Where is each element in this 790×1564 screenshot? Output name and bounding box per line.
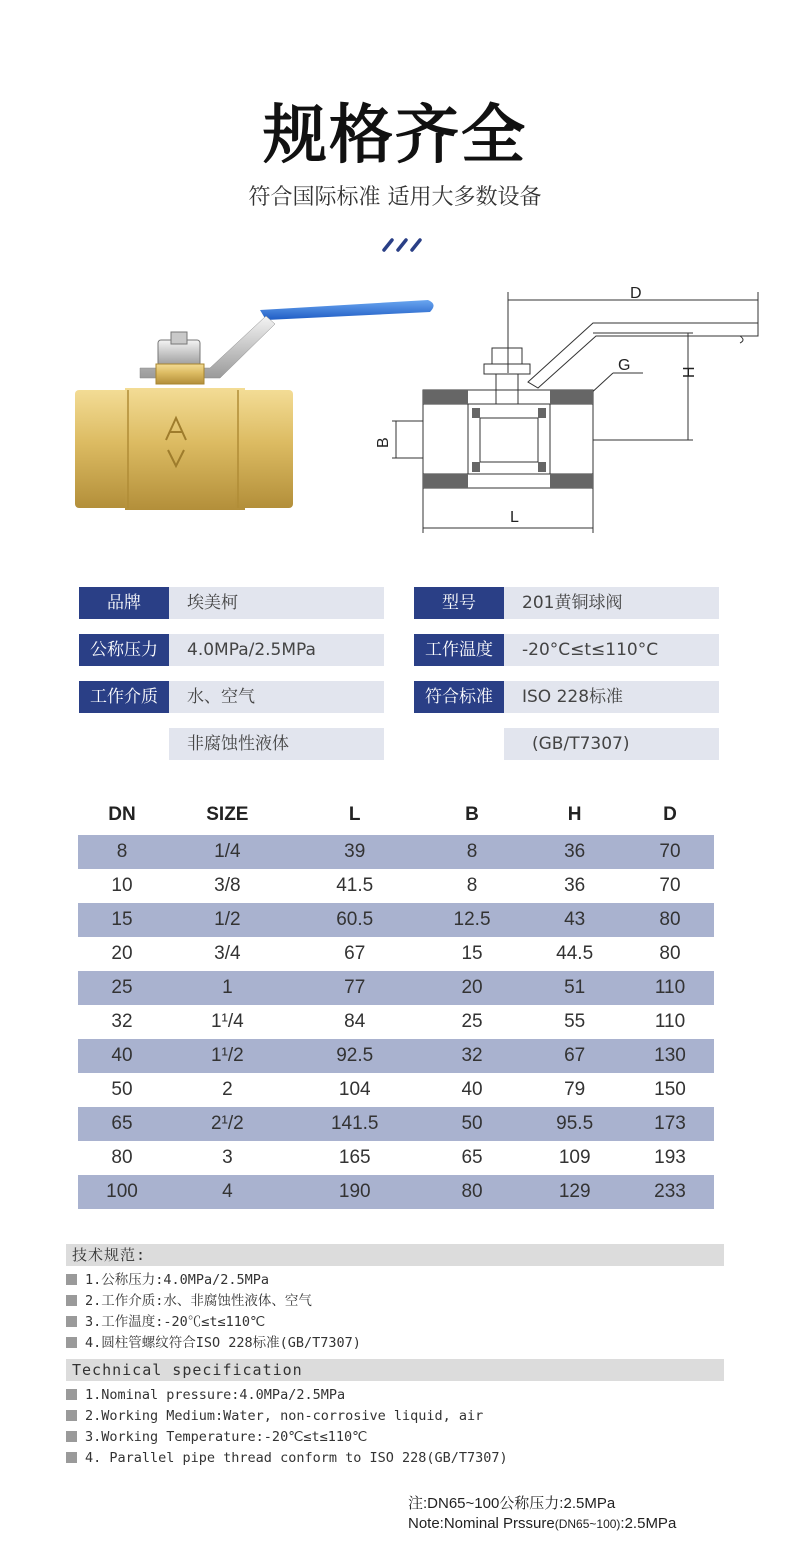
tech-spec-en-item	[66, 1448, 508, 1468]
table-cell: 8	[421, 835, 524, 869]
table-cell: 80	[626, 903, 714, 937]
spec-brand	[79, 587, 384, 619]
table-cell: 141.5	[289, 1107, 421, 1141]
table-cell: 80	[421, 1175, 524, 1209]
table-cell: 40	[461, 1079, 483, 1100]
column-header: D	[663, 804, 677, 825]
table-cell: 100	[78, 1175, 166, 1209]
note-en-range: (DN65~100)	[554, 1517, 621, 1531]
table-cell: 2¹/2	[166, 1107, 289, 1141]
tech-spec-cn-item	[66, 1270, 269, 1290]
spec-medium-value: 水、空气	[169, 681, 384, 713]
table-cell: 77	[289, 971, 421, 1005]
table-cell: 20	[421, 971, 524, 1005]
spec-temperature	[414, 634, 719, 666]
bullet-square-icon	[66, 1389, 77, 1400]
table-cell: 50	[111, 1079, 133, 1100]
dim-label-d: D	[630, 285, 642, 302]
tech-spec-en-text: 4. Parallel pipe thread conform to ISO 228(GB/T7307)	[85, 1450, 508, 1466]
table-row	[78, 1005, 714, 1039]
tech-spec-cn-item	[66, 1333, 361, 1353]
spec-model-label: 型号	[414, 587, 504, 619]
tech-spec-cn-item	[66, 1291, 312, 1311]
table-cell: 55	[564, 1011, 586, 1032]
table-cell: 104	[338, 1079, 371, 1100]
table-cell: 130	[626, 1039, 714, 1073]
table-row	[78, 835, 714, 869]
note-cn: 注:DN65~100公称压力:2.5MPa	[408, 1495, 616, 1512]
page-title: 规格齐全	[263, 99, 527, 173]
table-cell: 1¹/4	[210, 1011, 244, 1032]
bullet-square-icon	[66, 1410, 77, 1421]
table-cell: 25	[78, 971, 166, 1005]
table-cell: 80	[111, 1147, 133, 1168]
table-cell: 70	[659, 875, 681, 896]
table-cell: 65	[78, 1107, 166, 1141]
table-cell: 190	[289, 1175, 421, 1209]
table-cell: 3	[222, 1147, 233, 1168]
spec-medium	[79, 681, 384, 713]
table-cell: 32	[111, 1011, 133, 1032]
note-en-suffix: :2.5MPa	[620, 1515, 677, 1532]
tech-spec-cn-text: 2.工作介质:水、非腐蚀性液体、空气	[85, 1293, 312, 1309]
spec-model-value: 201黄铜球阀	[504, 587, 719, 619]
table-row	[78, 971, 714, 1005]
table-cell: 1¹/2	[166, 1039, 289, 1073]
spec-medium-value-2: 非腐蚀性液体	[169, 728, 384, 760]
spec-medium-label: 工作介质	[79, 681, 169, 713]
table-cell: 10	[111, 875, 133, 896]
table-row	[78, 869, 714, 903]
tech-spec-en-item	[66, 1427, 367, 1447]
table-cell: 20	[111, 943, 133, 964]
table-cell: 95.5	[523, 1107, 626, 1141]
table-cell: 173	[626, 1107, 714, 1141]
tech-spec-cn-text: 4.圆柱管螺纹符合ISO 228标准(GB/T7307)	[85, 1335, 361, 1351]
tech-spec-cn-heading: 技术规范:	[66, 1244, 724, 1266]
table-cell: 233	[626, 1175, 714, 1209]
column-header: L	[348, 804, 361, 825]
bullet-square-icon	[66, 1431, 77, 1442]
dim-label-b: B	[375, 437, 392, 448]
bullet-square-icon	[66, 1295, 77, 1306]
tech-spec-en-text: 3.Working Temperature:-20℃≤t≤110℃	[85, 1429, 368, 1445]
dim-label-g: G	[618, 357, 631, 374]
tech-spec-en-text: 1.Nominal pressure:4.0MPa/2.5MPa	[85, 1387, 346, 1403]
table-cell: 12.5	[421, 903, 524, 937]
bullet-square-icon	[66, 1274, 77, 1285]
spec-temperature-value: -20°C≤t≤110°C	[504, 634, 719, 666]
spec-standard-value: ISO 228标准	[504, 681, 719, 713]
table-cell: 67	[344, 943, 366, 964]
table-cell: 129	[523, 1175, 626, 1209]
table-row	[78, 1107, 714, 1141]
dimensions-table	[78, 795, 714, 1209]
table-cell: 110	[654, 1011, 686, 1032]
table-cell: 2	[222, 1079, 233, 1100]
table-cell: 1/4	[166, 835, 289, 869]
table-cell: 193	[654, 1147, 686, 1168]
spec-standard-value-2: (GB/T7307)	[504, 728, 719, 760]
bullet-square-icon	[66, 1452, 77, 1463]
column-header: H	[567, 804, 582, 825]
dimensions-table-body	[78, 835, 714, 1209]
dimension-drawing	[368, 278, 768, 538]
table-cell: 60.5	[289, 903, 421, 937]
spec-pressure-value: 4.0MPa/2.5MPa	[169, 634, 384, 666]
table-cell: 43	[523, 903, 626, 937]
tech-spec-cn-text: 1.公称压力:4.0MPa/2.5MPa	[85, 1272, 270, 1288]
table-cell: 65	[461, 1147, 483, 1168]
table-cell: 1	[166, 971, 289, 1005]
table-cell: 40	[78, 1039, 166, 1073]
table-cell: 110	[626, 971, 714, 1005]
spec-brand-label: 品牌	[79, 587, 169, 619]
column-header: B	[465, 804, 479, 825]
column-header: DN	[108, 804, 136, 825]
spec-brand-value: 埃美柯	[169, 587, 384, 619]
table-cell: 39	[289, 835, 421, 869]
table-row	[78, 937, 714, 971]
table-row	[78, 1175, 714, 1209]
tech-spec-en-item	[66, 1385, 345, 1405]
decorative-slashes-icon	[380, 234, 430, 254]
table-cell: 51	[523, 971, 626, 1005]
table-cell: 15	[78, 903, 166, 937]
table-cell: 80	[659, 943, 681, 964]
table-cell: 32	[421, 1039, 524, 1073]
column-header: SIZE	[206, 804, 249, 825]
table-cell: 8	[466, 875, 478, 896]
tech-spec-cn-text: 3.工作温度:-20℃≤t≤110℃	[85, 1314, 266, 1330]
spec-pressure-label: 公称压力	[79, 634, 169, 666]
tech-spec-en-item	[66, 1406, 483, 1426]
tech-spec-cn-item	[66, 1312, 265, 1332]
spec-standard	[414, 681, 719, 713]
spec-model	[414, 587, 719, 619]
table-cell: 109	[558, 1147, 591, 1168]
dim-label-l: L	[510, 509, 519, 526]
table-cell: 150	[654, 1079, 686, 1100]
dim-label-h: H	[681, 366, 698, 378]
table-cell: 50	[421, 1107, 524, 1141]
table-cell: 1/2	[166, 903, 289, 937]
note-en-prefix: Note:Nominal Prssure	[408, 1515, 555, 1532]
table-cell: 36	[564, 875, 586, 896]
table-cell: 70	[626, 835, 714, 869]
table-cell: 92.5	[289, 1039, 421, 1073]
spec-standard-label: 符合标准	[414, 681, 504, 713]
table-cell: 25	[461, 1011, 483, 1032]
table-cell: 84	[344, 1011, 366, 1032]
note-en	[408, 1515, 676, 1532]
table-cell: 8	[78, 835, 166, 869]
table-row	[78, 903, 714, 937]
spec-pressure	[79, 634, 384, 666]
table-cell: 44.5	[556, 943, 594, 964]
table-cell: 36	[523, 835, 626, 869]
table-cell: 15	[461, 943, 483, 964]
table-cell: 79	[564, 1079, 586, 1100]
table-cell: 41.5	[336, 875, 374, 896]
bullet-square-icon	[66, 1316, 77, 1327]
page-subtitle: 符合国际标准 适用大多数设备	[248, 185, 542, 210]
spec-temperature-label: 工作温度	[414, 634, 504, 666]
table-cell: 4	[166, 1175, 289, 1209]
table-row	[78, 1039, 714, 1073]
table-cell: 3/8	[214, 875, 241, 896]
table-row	[78, 1073, 714, 1107]
table-header-row	[78, 795, 714, 835]
table-cell: 3/4	[214, 943, 241, 964]
table-cell: 165	[338, 1147, 371, 1168]
table-row	[78, 1141, 714, 1175]
tech-spec-en-text: 2.Working Medium:Water, non-corrosive liquid, air	[85, 1408, 484, 1424]
tech-spec-en-heading: Technical specification	[66, 1359, 724, 1381]
bullet-square-icon	[66, 1337, 77, 1348]
table-cell: 67	[523, 1039, 626, 1073]
